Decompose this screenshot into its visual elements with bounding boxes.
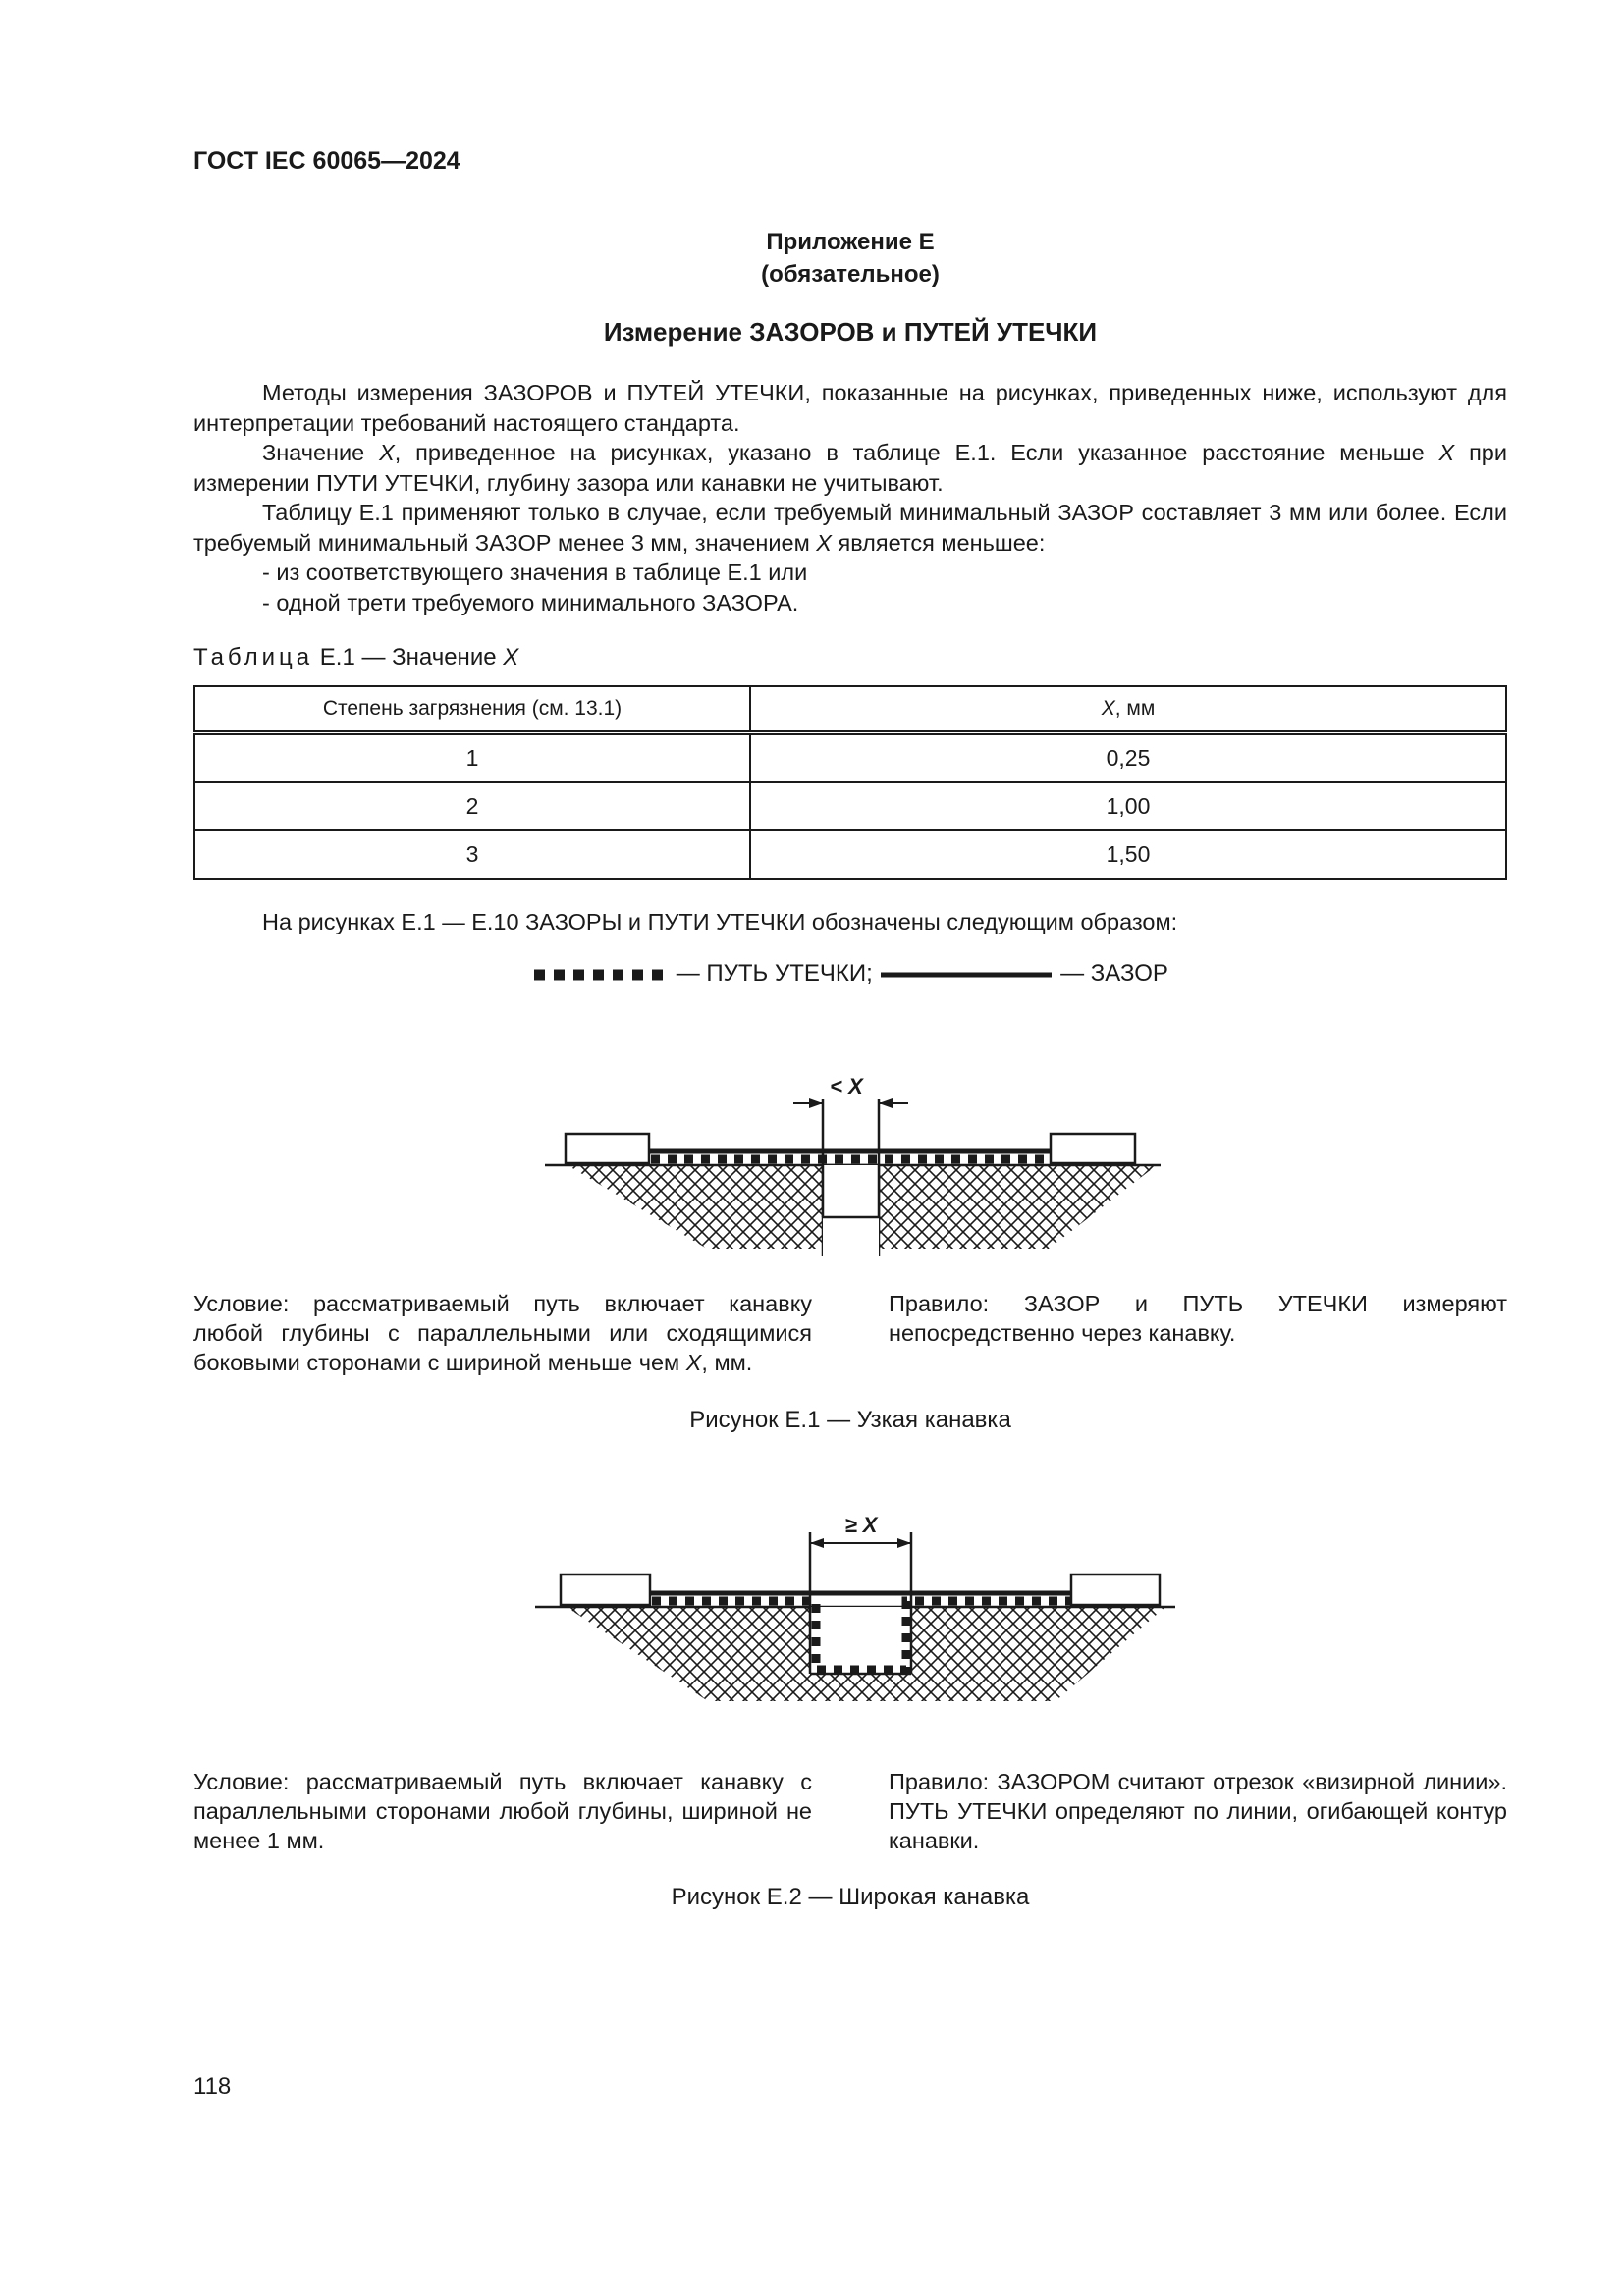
document-header: ГОСТ IEC 60065—2024 <box>193 147 460 175</box>
figure-e2-dimension-label: ≥ X <box>844 1513 878 1537</box>
intro-text <box>193 378 1507 617</box>
figure-e1-rule: Правило: ЗАЗОР и ПУТЬ УТЕЧКИ измеряют непосредственно через канавку. <box>889 1291 1507 1346</box>
figure-e1-narrow-groove-diagram <box>530 1060 1178 1256</box>
table-cell-degree: 3 <box>194 830 750 879</box>
figure-e2-caption: Рисунок Е.2 — Широкая канавка <box>671 1884 1030 1910</box>
annex-status: (обязательное) <box>761 261 940 288</box>
table-row <box>194 830 1506 879</box>
section-title: Измерение ЗАЗОРОВ и ПУТЕЙ УТЕЧКИ <box>603 317 1098 347</box>
figure-e1-caption: Рисунок Е.1 — Узкая канавка <box>689 1407 1011 1433</box>
annex-title: Приложение Е <box>766 229 935 255</box>
intro-paragraph-1: Методы измерения ЗАЗОРОВ и ПУТЕЙ УТЕЧКИ, показанные на рисунках, приведенных ниже, используют для интерпретации требований настоящего стандарта. <box>193 380 1507 436</box>
intro-paragraph-3: Таблицу Е.1 применяют только в случае, если требуемый минимальный ЗАЗОР составляет 3 мм или более. Если требуемый минимальный ЗАЗОР менее 3 мм, значением X является меньшее: <box>193 500 1507 556</box>
creepage-legend-label: — ПУТЬ УТЕЧКИ; <box>676 960 873 987</box>
figure-e1-condition: Условие: рассматриваемый путь включает канавку любой глубины с параллельными или сходящимися боковыми сторонами с шириной меньше чем X, мм. <box>193 1291 812 1375</box>
legend-intro: На рисунках Е.1 — Е.10 ЗАЗОРЫ и ПУТИ УТЕЧКИ обозначены следующим образом: <box>262 909 1178 934</box>
table-header-degree: Степень загрязнения (см. 13.1) <box>194 686 750 733</box>
list-item: - одной трети требуемого минимального ЗАЗОРА. <box>262 589 799 615</box>
figure-e1-dimension-label: < X <box>830 1074 863 1098</box>
table-cell-x: 0,25 <box>750 733 1506 783</box>
legend <box>193 960 1507 988</box>
x-values-table <box>193 685 1507 880</box>
creepage-legend-symbol <box>532 968 670 982</box>
table-header-x: X, мм <box>750 686 1506 733</box>
annex-heading <box>193 226 1507 291</box>
figure-e2-wide-groove-diagram <box>525 1507 1193 1728</box>
figure-e2-condition: Условие: рассматриваемый путь включает канавку с параллельными сторонами любой глубины, шириной не менее 1 мм. <box>193 1769 812 1853</box>
clearance-legend-label: — ЗАЗОР <box>1060 960 1168 987</box>
clearance-legend-symbol <box>879 968 1054 982</box>
figure-e2-rule: Правило: ЗАЗОРОМ считают отрезок «визирной линии». ПУТЬ УТЕЧКИ определяют по линии, огибающей контур канавки. <box>889 1769 1507 1853</box>
table-cell-x: 1,00 <box>750 782 1506 830</box>
intro-paragraph-2: Значение X, приведенное на рисунках, указано в таблице Е.1. Если указанное расстояние меньше X при измерении ПУТИ УТЕЧКИ, глубину зазора или канавки не учитывают. <box>193 440 1508 496</box>
table-caption: Таблица Е.1 — Значение X <box>193 644 519 670</box>
page-number: 118 <box>193 2073 232 2100</box>
table-header-row <box>194 686 1506 733</box>
table-cell-degree: 1 <box>194 733 750 783</box>
table-cell-degree: 2 <box>194 782 750 830</box>
table-row <box>194 733 1506 783</box>
table-row <box>194 782 1506 830</box>
list-item: - из соответствующего значения в таблице Е.1 или <box>262 560 808 585</box>
table-cell-x: 1,50 <box>750 830 1506 879</box>
